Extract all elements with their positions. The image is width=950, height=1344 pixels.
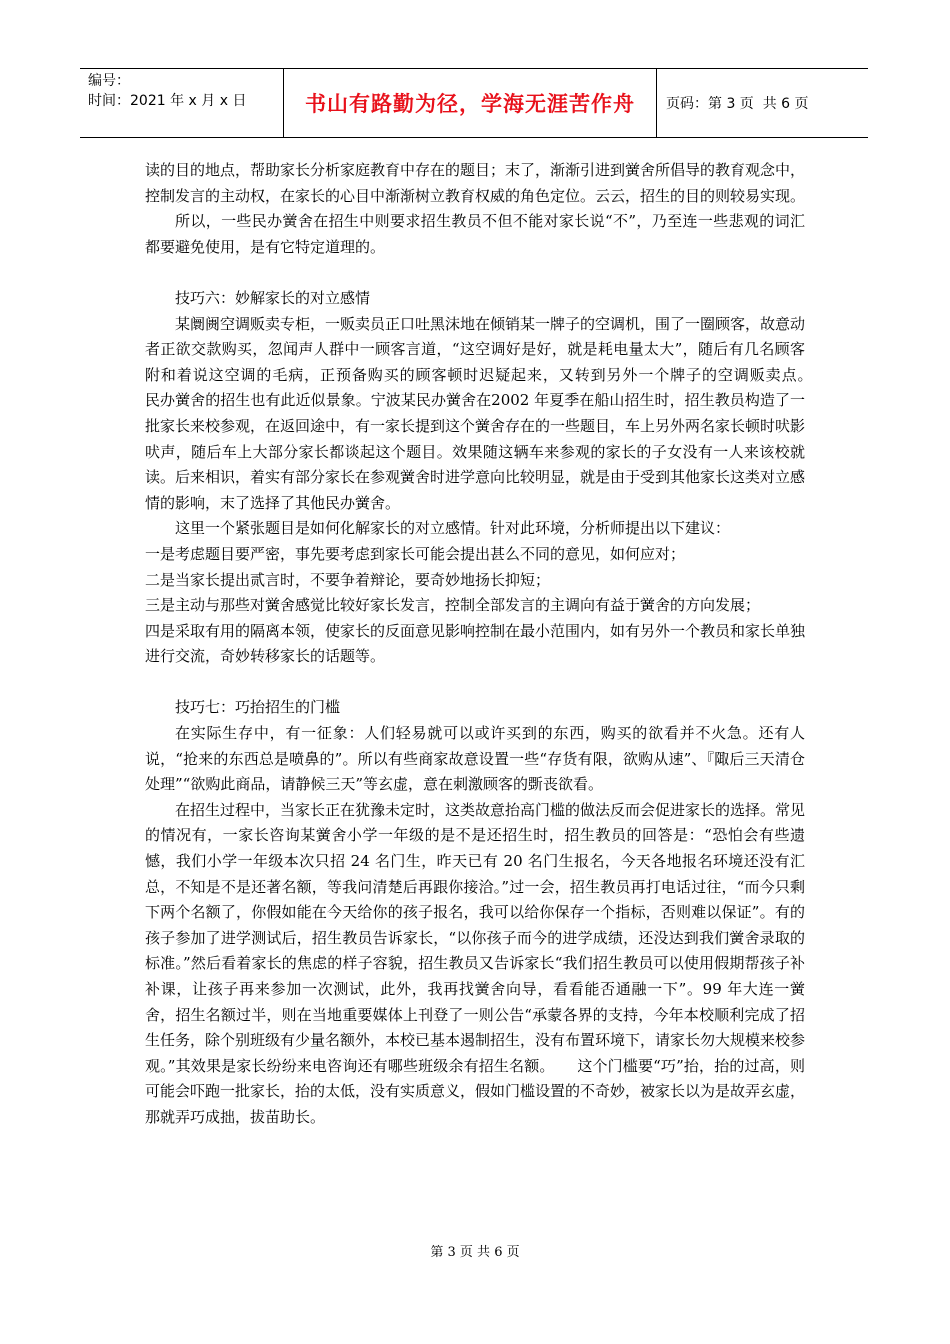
page-header [80,68,868,138]
paragraph: 所以，一些民办黉舍在招生中则要求招生教员不但不能对家长说“不”，乃至连一些悲观的词汇都要避免使用，是有它特定道理的。 [145,212,805,256]
paragraph: 这里一个紧张题目是如何化解家长的对立感情。针对此环境，分析师提出以下建议： [175,519,731,538]
time-label: 时间：2021 年 x 月 x 日 [88,93,247,109]
page-label: 页码：第 3 页 共 6 页 [666,96,809,112]
spacer [145,670,805,696]
motto: 书山有路勤为径，学海无涯苦作舟 [305,92,635,116]
list-item: 三是主动与那些对黉舍感觉比较好家长发言，控制全部发言的主调向有益于黉舍的方向发展； [145,596,761,615]
header-page-cell [657,69,868,137]
number-label: 编号： [88,73,130,89]
section-heading-6: 技巧六：妙解家长的对立感情 [175,288,371,307]
footer-page-number: 第 3 页 共 6 页 [430,1245,520,1260]
paragraph: 在招生过程中，当家长正在犹豫未定时，这类故意抬高门槛的做法反而会促进家长的选择。常见的情况有，一家长咨询某黉舍小学一年级的是不是还招生时，招生教员的回答是：“恐怕会有些遗憾，我们小学一年级本次只招 24 名门生，昨天已有 20 名门生报名，今天各地报名环境还没有汇总，不知是不是还著名额，等我问清楚后再跟你接洽。”过一会，招生教员再打电话过往，“而今只剩下两个名额了，你假如能在今天给你的孩子报名，我可以给你保存一个指标，否则难以保证”。有的孩子参加了进学测试后，招生教员告诉家长，“以你孩子而今的进学成绩，还没达到我们黉舍录取的标准。”然后看着家长的焦虑的样子容貌，招生教员又告诉家长“我们招生教员可以使用假期帮孩子补补课，让孩子再来参加一次测试，此外，我再找黉舍向导，看看能否通融一下”。99 年大连一黉舍，招生名额过半，则在当地重要媒体上刊登了一则公告“承蒙各界的支持，今年本校顺利完成了招生任务，除个别班级有少量名额外，本校已基本遏制招生，没有布置环境下，请家长勿大规模来校参观。”其效果是家长纷纷来电咨询还有哪些班级余有招生名额。 这个门槛要“巧”抬，抬的过高，则可能会吓跑一批家长，抬的太低，没有实质意义，假如门槛设置的不奇妙，被家长以为是故弄玄虚，那就弄巧成拙，拔苗助长。 [145,800,806,1126]
list-item: 二是当家长提出贰言时，不要争着辩论，要奇妙地扬长抑短； [145,570,551,589]
list-item: 四是采取有用的隔离本领，使家长的反面意见影响控制在最小范围内，如有另外一个教员和家长单独进行交流，奇妙转移家长的话题等。 [145,621,806,666]
header-motto-cell [283,69,657,137]
section-heading-7: 技巧七：巧抬招生的门槛 [175,698,341,717]
header-meta [80,69,283,137]
spacer [145,260,805,286]
paragraph: 读的目的地点，帮助家长分析家庭教育中存在的题目；末了，渐渐引进到黉舍所倡导的教育观念中，控制发言的主动权，在家长的心目中渐渐树立教育权威的角色定位。云云，招生的目的则较易实现。 [145,161,806,205]
paragraph: 在实际生存中，有一征象：人们轻易就可以或许买到的东西，购买的欲看并不火急。还有人说，“抢来的东西总是喷鼻的”。所以有些商家故意设置一些“存货有限，欲购从速”、『陬后三天清仓处理”“欲购此商品，请静候三天”等玄虚，意在刺激顾客的斲丧欲看。 [145,724,805,794]
paragraph: 某阛阓空调贩卖专柜，一贩卖员正口吐黑沫地在倾销某一牌子的空调机，围了一圈顾客，故意动者正欲交款购买，忽闻声人群中一顾客言道，“这空调好是好，就是耗电量太大”，随后有几名顾客附和着说这空调的毛病，正预备购买的顾客顿时迟疑起来，又转到另外一个牌子的空调贩卖点。 民办黉舍的招生也有此近似景象。宁波某民办黉舍在2002 年夏季在船山招生时，招生教员构造了一批家长来校参观，在返回途中，有一家长提到这个黉舍存在的一些题目，车上另外两名家长顿时吠影吠声，随后车上大部分家长都谈起这个题目。效果随这辆车来参观的家长的子女没有一人来该校就读。后来相识，着实有部分家长在参观黉舍时进学意向比较明显，就是由于受到其他家长这类对立感情的影响，末了选择了其他民办黉舍。 [145,314,836,512]
list-item: 一是考虑题目要严密，事先要考虑到家长可能会提出甚么不同的意见，如何应对； [145,544,686,563]
page-footer [0,1241,950,1260]
document-body [145,158,836,1131]
